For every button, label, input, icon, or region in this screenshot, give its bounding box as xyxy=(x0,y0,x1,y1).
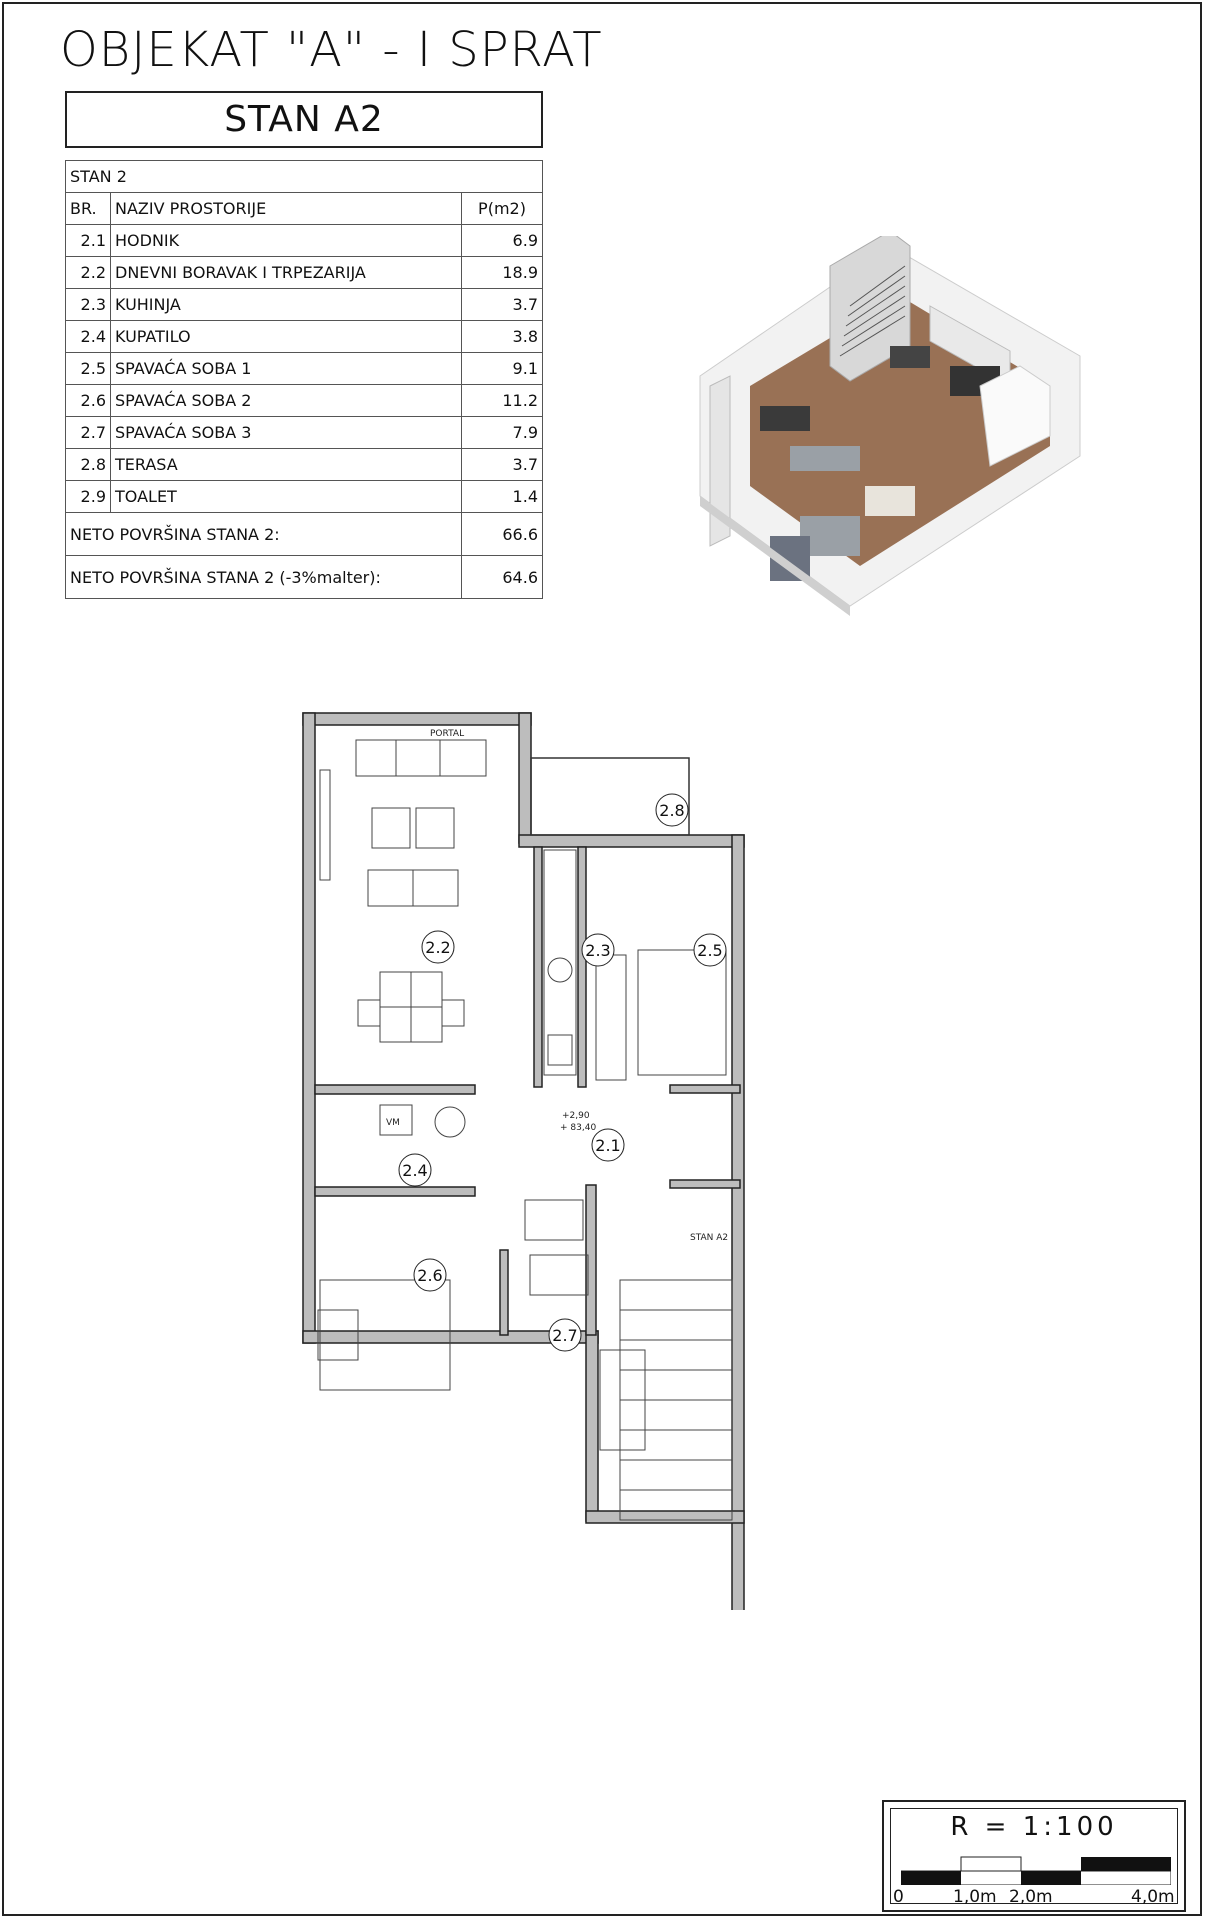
floor-plan xyxy=(300,710,860,1610)
table-row xyxy=(66,321,543,353)
room-tag-2-4: 2.4 xyxy=(402,1161,428,1180)
net-reduced-row xyxy=(66,556,543,599)
net-area-label: NETO POVRŠINA STANA 2: xyxy=(66,513,462,556)
row-name: HODNIK xyxy=(111,225,462,257)
scale-box xyxy=(882,1800,1186,1912)
row-no: 2.6 xyxy=(66,385,111,417)
row-name: TERASA xyxy=(111,449,462,481)
entrance-label: STAN A2 xyxy=(690,1233,729,1243)
room-tag-2-6: 2.6 xyxy=(417,1266,443,1285)
table-row xyxy=(66,225,543,257)
scale-label-0: 0 xyxy=(893,1887,904,1907)
row-area: 1.4 xyxy=(462,481,543,513)
row-name: KUPATILO xyxy=(111,321,462,353)
col-header-name: NAZIV PROSTORIJE xyxy=(111,193,462,225)
row-name: KUHINJA xyxy=(111,289,462,321)
row-no: 2.5 xyxy=(66,353,111,385)
col-header-no: BR. xyxy=(66,193,111,225)
row-no: 2.9 xyxy=(66,481,111,513)
row-name: TOALET xyxy=(111,481,462,513)
room-tag-2-5: 2.5 xyxy=(697,941,723,960)
room-area-table xyxy=(65,160,543,599)
row-name: SPAVAĆA SOBA 3 xyxy=(111,417,462,449)
row-no: 2.8 xyxy=(66,449,111,481)
net-area-value: 66.6 xyxy=(462,513,543,556)
row-area: 7.9 xyxy=(462,417,543,449)
net-reduced-value: 64.6 xyxy=(462,556,543,599)
scale-title: R = 1:100 xyxy=(950,1812,1118,1842)
row-area: 18.9 xyxy=(462,257,543,289)
table-row xyxy=(66,481,543,513)
row-name: DNEVNI BORAVAK I TRPEZARIJA xyxy=(111,257,462,289)
scale-label-4: 4,0m xyxy=(1131,1887,1175,1907)
unit-title-box xyxy=(65,91,543,148)
vm-label: VM xyxy=(386,1118,400,1128)
level-top-label: +2,90 xyxy=(562,1111,590,1121)
scale-label-1: 1,0m xyxy=(953,1887,997,1907)
row-area: 3.7 xyxy=(462,449,543,481)
table-row xyxy=(66,385,543,417)
room-tag-2-8: 2.8 xyxy=(659,801,685,820)
scale-inner xyxy=(890,1808,1178,1907)
table-row xyxy=(66,289,543,321)
table-row xyxy=(66,417,543,449)
row-no: 2.7 xyxy=(66,417,111,449)
row-area: 11.2 xyxy=(462,385,543,417)
level-bottom-label: + 83,40 xyxy=(560,1123,597,1133)
portal-label: PORTAL xyxy=(430,729,465,739)
col-header-area: P(m2) xyxy=(462,193,543,225)
unit-title: STAN A2 xyxy=(224,99,384,140)
table-caption: STAN 2 xyxy=(66,161,543,193)
row-area: 9.1 xyxy=(462,353,543,385)
row-name: SPAVAĆA SOBA 1 xyxy=(111,353,462,385)
row-no: 2.4 xyxy=(66,321,111,353)
row-area: 3.8 xyxy=(462,321,543,353)
apartment-3d-render xyxy=(690,236,1090,616)
row-no: 2.1 xyxy=(66,225,111,257)
room-tag-2-1: 2.1 xyxy=(595,1136,621,1155)
table-row xyxy=(66,257,543,289)
scale-label-2: 2,0m xyxy=(1009,1887,1053,1907)
row-area: 3.7 xyxy=(462,289,543,321)
table-row xyxy=(66,449,543,481)
row-no: 2.3 xyxy=(66,289,111,321)
net-area-row xyxy=(66,513,543,556)
table-header-row xyxy=(66,193,543,225)
row-area: 6.9 xyxy=(462,225,543,257)
row-name: SPAVAĆA SOBA 2 xyxy=(111,385,462,417)
room-tag-2-2: 2.2 xyxy=(425,938,451,957)
net-reduced-label: NETO POVRŠINA STANA 2 (-3%malter): xyxy=(66,556,462,599)
room-tag-2-7: 2.7 xyxy=(552,1326,578,1345)
page-title: OBJEKAT "A" - I SPRAT xyxy=(60,22,603,78)
table-caption-row xyxy=(66,161,543,193)
table-row xyxy=(66,353,543,385)
room-tag-2-3: 2.3 xyxy=(585,941,611,960)
scale-bar xyxy=(901,1849,1171,1885)
row-no: 2.2 xyxy=(66,257,111,289)
